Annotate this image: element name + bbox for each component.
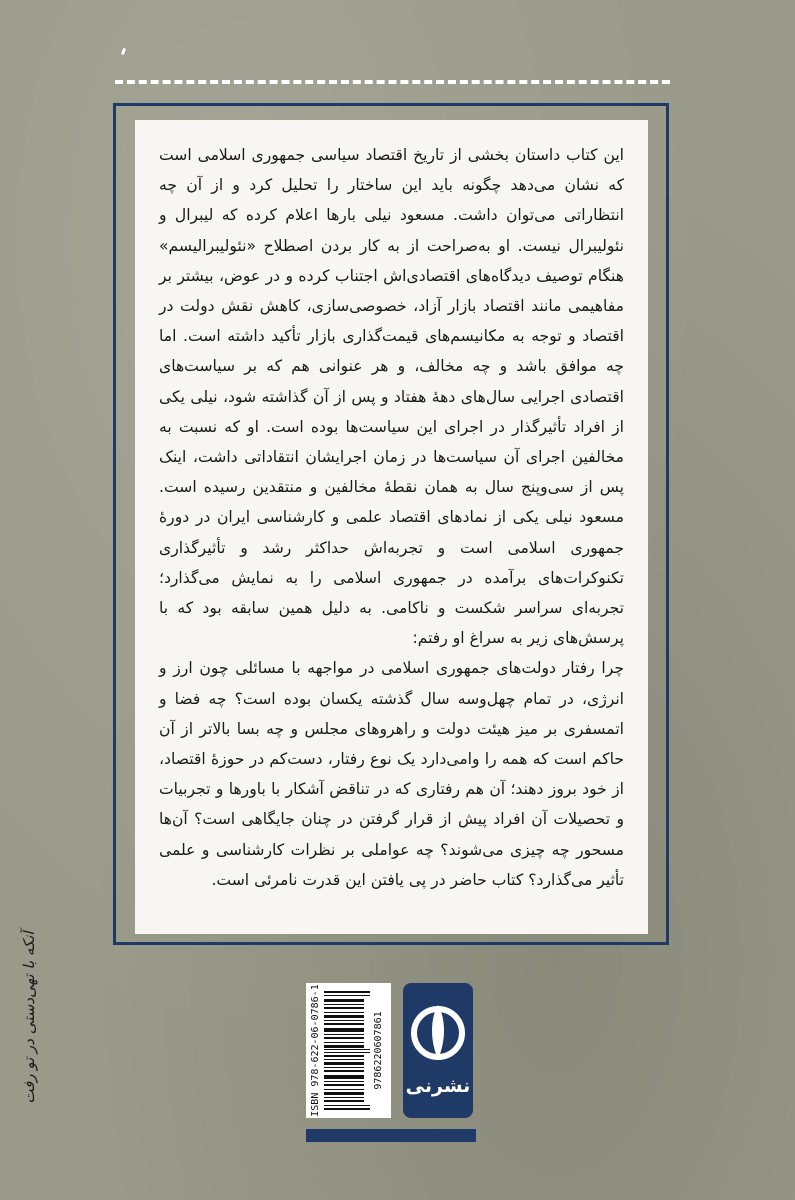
corner-mark (121, 48, 126, 56)
isbn-label: ISBN 978-622-06-0786-1 (310, 984, 321, 1117)
blurb-panel (135, 120, 648, 934)
bottom-bar (306, 1129, 476, 1142)
blurb-paragraph-1: این کتاب داستان بخشی از تاریخ اقتصاد سیاسی جمهوری اسلامی است که نشان می‌دهد چگونه باید این ساختار را تحلیل کرد و از آن چه انتظاراتی می‌توان داشت. مسعود نیلی بارها اعلام کرده که لیبرال و نئولیبرال نیست. او به‌صراحت از به کار بردن اصطلاح «نئولیبرالیسم» هنگام توصیف دیدگاه‌های اقتصادی‌اش اجتناب کرده و در عوض، بیشتر بر مفاهیمی مانند اقتصاد بازار آزاد، خصوصی‌سازی، کاهش نقش دولت در اقتصاد و توجه به مکانیسم‌های قیمت‌گذاری بازار تأکید داشته است. اما چه موافق باشد و چه مخالف، و هر عنوانی هم که بر سیاست‌های اقتصادی اجرایی سال‌های دهۀ هفتاد و پس از آن گذاشته شود، نیلی یکی از افراد تأثیرگذار در اجرای این سیاست‌ها بوده است. او که نسبت به مخالفین اجرای آن سیاست‌ها در زمان اجرایشان انتقاداتی داشت، اینک پس از سی‌وپنج سال به همان نقطۀ مخالفین و منتقدین رسیده است. مسعود نیلی یکی از نمادهای اقتصاد علمی و کارشناسی ایران در دورۀ جمهوری اسلامی است و تجربه‌اش حداکثر رشد و تأثیرگذاری تکنوکرات‌های برآمده در جمهوری اسلامی را به نمایش می‌گذارد؛ تجربه‌ای سراسر شکست و ناکامی. به دلیل همین سابقه بود که با پرسش‌های زیر به سراغ او رفتم: (159, 146, 624, 648)
blurb-paragraph-2: چرا رفتار دولت‌های جمهوری اسلامی در مواجهه با مسائلی چون ارز و انرژی، در تمام چهل‌وسه سال گذشته یکسان بوده است؟ چه فضا و اتمسفری بر میز هیئت دولت و راهروهای مجلس و چه بسا بالاتر از آن حاکم است که همه را وامی‌دارد یک نوع رفتار، دست‌کم در حوزۀ اقتصاد، از خود بروز دهند؛ آن هم رفتاری که در تناقض آشکار با باورها و تجربیات و تحصیلات آن افراد پیش از قرار گرفتن در چنان جایگاهی است؟ آن‌ها مسحور چه چیزی می‌شوند؟ چه عواملی بر نظرات کارشناسی و علمی تأثیر می‌گذارد؟ کتاب حاضر در پی یافتن این قدرت نامرئی است. (159, 659, 624, 889)
publisher-logo (403, 983, 473, 1118)
publisher-name: نشرنی (405, 1075, 471, 1097)
barcode-icon (324, 989, 370, 1113)
dashed-divider (115, 80, 670, 84)
barcode-number: 9786220607861 (373, 1011, 384, 1090)
spine-caption: آنکه با تهی‌دستی در تو رفت (20, 931, 38, 1104)
reed-pen-logo-icon (411, 997, 465, 1069)
barcode-box (306, 983, 391, 1118)
